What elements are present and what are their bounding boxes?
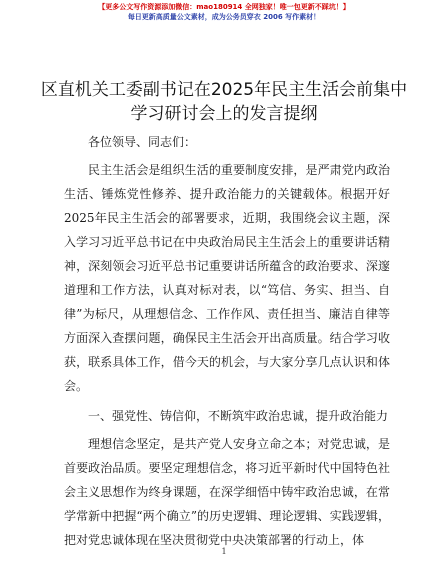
banner-promo-line: 【更多公文写作资源添加微信：mao180914 全网独家！唯一包更新不踩坑！】 — [98, 3, 350, 11]
document-title: 区直机关工委副书记在2025年民主生活会前集中学习研讨会上的发言提纲 — [40, 80, 408, 124]
header-banner — [0, 2, 448, 22]
page-number: 1 — [221, 547, 227, 556]
section-paragraph: 理想信念坚定，是共产党人安身立命之本；对党忠诚，是首要政治品质。要坚定理想信念，将习近平新时代中国特色社会主义思想作为终身课题，在深学细悟中铸牢政治忠诚，在常学常新中把握“两个确立”的历史逻辑、理论逻辑、实践逻辑，把对党忠诚体现在坚决贯彻党中央决策部署的行动上，体 — [64, 437, 390, 547]
section-heading: 一、强党性、铸信仰，不断筑牢政治忠诚，提升政治能力 — [88, 409, 389, 423]
banner-subtitle-line: 每日更新高质量公文素材，成为公务员穿衣 2006 写作素材！ — [127, 13, 321, 21]
document-body — [64, 130, 390, 552]
intro-paragraph: 民主生活会是组织生活的重要制度安排，是严肃党内政治生活、锤炼党性修养、提升政治能力的关键载体。根据开好2025年民主生活会的部署要求，近期，我围绕会议主题，深入学习习近平总书记在中央政治局民主生活会上的重要讲话精神，深刻领会习近平总书记重要讲话所蕴含的政治要求、深邃道理和工作方法，认真对标对表，以“笃信、务实、担当、自律”为标尺，从理想信念、工作作风、责任担当、廉洁自律等方面深入查摆问题，确保民主生活会开出高质量。结合学习收获，联系具体工作，借今天的机会，与大家分享几点认识和体会。 — [64, 163, 390, 393]
salutation: 各位领导、同志们： — [88, 135, 197, 149]
